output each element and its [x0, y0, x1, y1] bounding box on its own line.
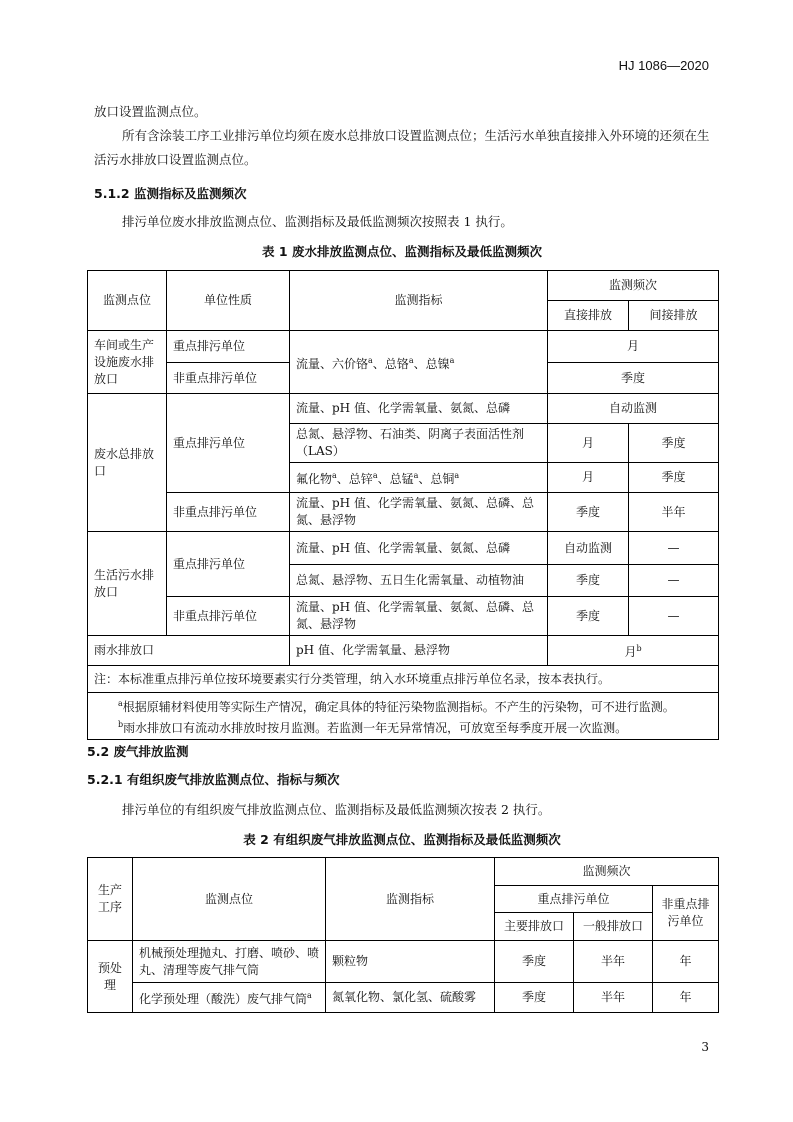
- cell: 季度: [629, 463, 719, 493]
- cell: 流量、pH 值、化学需氧量、氨氮、总磷: [290, 532, 548, 565]
- cell: 氮氧化物、氯化氢、硫酸雾: [326, 983, 495, 1013]
- cell: 预处理: [88, 941, 133, 1013]
- header-cell: 监测频次: [548, 271, 719, 301]
- cell: 月: [548, 424, 629, 463]
- table-2: [87, 857, 719, 1013]
- header-cell: 直接排放: [548, 301, 629, 331]
- header-cell: 间接排放: [629, 301, 719, 331]
- cell: 流量、pH 值、化学需氧量、氨氮、总磷、总氮、悬浮物: [290, 597, 548, 636]
- cell: pH 值、化学需氧量、悬浮物: [290, 636, 548, 666]
- table-1: [87, 270, 719, 740]
- paragraph: 所有含涂装工序工业排污单位均须在废水总排放口设置监测点位；生活污水单独直接排入外环境的还须在生活污水排放口设置监测点位。: [94, 128, 710, 167]
- cell: 季度: [495, 983, 574, 1013]
- cell: 年: [653, 941, 719, 983]
- cell: 季度: [548, 363, 719, 394]
- cell: —: [629, 532, 719, 565]
- header-cell: 监测点位: [133, 858, 326, 941]
- header-cell: 非重点排污单位: [653, 886, 719, 941]
- cell: 非重点排污单位: [167, 597, 290, 636]
- cell: 雨水排放口: [88, 636, 290, 666]
- cell: 非重点排污单位: [167, 493, 290, 532]
- header-cell: 单位性质: [167, 271, 290, 331]
- paragraph: 放口设置监测点位。: [94, 104, 207, 119]
- cell: 氟化物$^a$、总锌$^a$、总锰$^a$、总铜$^a$: [290, 463, 548, 493]
- cell: —: [629, 597, 719, 636]
- cell: 半年: [574, 941, 653, 983]
- cell: 车间或生产设施废水排放口: [88, 331, 167, 394]
- cell: 季度: [548, 565, 629, 597]
- cell: 季度: [495, 941, 574, 983]
- cell: 年: [653, 983, 719, 1013]
- header-cell: 生产工序: [88, 858, 133, 941]
- cell: 季度: [548, 597, 629, 636]
- paragraph: 排污单位的有组织废气排放监测点位、监测指标及最低监测频次按表 2 执行。: [122, 802, 551, 817]
- table-caption: 表 2 有组织废气排放监测点位、监测指标及最低监测频次: [243, 832, 561, 847]
- cell: 机械预处理抛丸、打磨、喷砂、喷丸、清理等废气排气筒: [133, 941, 326, 983]
- cell: 自动监测: [548, 394, 719, 424]
- header-cell: 监测指标: [290, 271, 548, 331]
- cell: 颗粒物: [326, 941, 495, 983]
- cell: 重点排污单位: [167, 532, 290, 597]
- page-number: 3: [701, 1040, 709, 1054]
- standard-number: HJ 1086—2020: [618, 58, 709, 73]
- cell: 重点排污单位: [167, 394, 290, 493]
- cell: 流量、六价铬$^a$、总铬$^a$、总镍$^a$: [290, 331, 548, 394]
- cell: 月: [548, 331, 719, 363]
- cell: 自动监测: [548, 532, 629, 565]
- table-note: 注：本标准重点排污单位按环境要素实行分类管理，纳入水环境重点排污单位名录，按本表执行。: [88, 666, 719, 693]
- table-footnotes: $^a$根据原辅材料使用等实际生产情况，确定具体的特征污染物监测指标。不产生的污染物，可不进行监测。 $^b$雨水排放口有流动水排放时按月监测。若监测一年无异常情况，可放宽至每季度开展一次监测。: [88, 693, 719, 740]
- header-cell: 主要排放口: [495, 913, 574, 941]
- cell: 流量、pH 值、化学需氧量、氨氮、总磷: [290, 394, 548, 424]
- cell: 生活污水排放口: [88, 532, 167, 636]
- cell: 废水总排放口: [88, 394, 167, 532]
- header-cell: 监测点位: [88, 271, 167, 331]
- cell: 半年: [574, 983, 653, 1013]
- section-heading: 5.2.1 有组织废气排放监测点位、指标与频次: [87, 772, 340, 787]
- cell: 月$^b$: [548, 636, 719, 666]
- table-caption: 表 1 废水排放监测点位、监测指标及最低监测频次: [262, 244, 542, 259]
- header-cell: 监测指标: [326, 858, 495, 941]
- cell: —: [629, 565, 719, 597]
- header-cell: 一般排放口: [574, 913, 653, 941]
- paragraph: 排污单位废水排放监测点位、监测指标及最低监测频次按照表 1 执行。: [122, 214, 513, 229]
- cell: 非重点排污单位: [167, 363, 290, 394]
- cell: 季度: [629, 424, 719, 463]
- cell: 半年: [629, 493, 719, 532]
- cell: 化学预处理（酸洗）废气排气筒$^a$: [133, 983, 326, 1013]
- cell: 流量、pH 值、化学需氧量、氨氮、总磷、总氮、悬浮物: [290, 493, 548, 532]
- section-heading: 5.1.2 监测指标及监测频次: [94, 186, 247, 201]
- section-heading: 5.2 废气排放监测: [87, 744, 189, 759]
- cell: 月: [548, 463, 629, 493]
- cell: 重点排污单位: [167, 331, 290, 363]
- cell: 季度: [548, 493, 629, 532]
- cell: 总氮、悬浮物、五日生化需氧量、动植物油: [290, 565, 548, 597]
- header-cell: 重点排污单位: [495, 886, 653, 913]
- cell: 总氮、悬浮物、石油类、阴离子表面活性剂（LAS）: [290, 424, 548, 463]
- header-cell: 监测频次: [495, 858, 719, 886]
